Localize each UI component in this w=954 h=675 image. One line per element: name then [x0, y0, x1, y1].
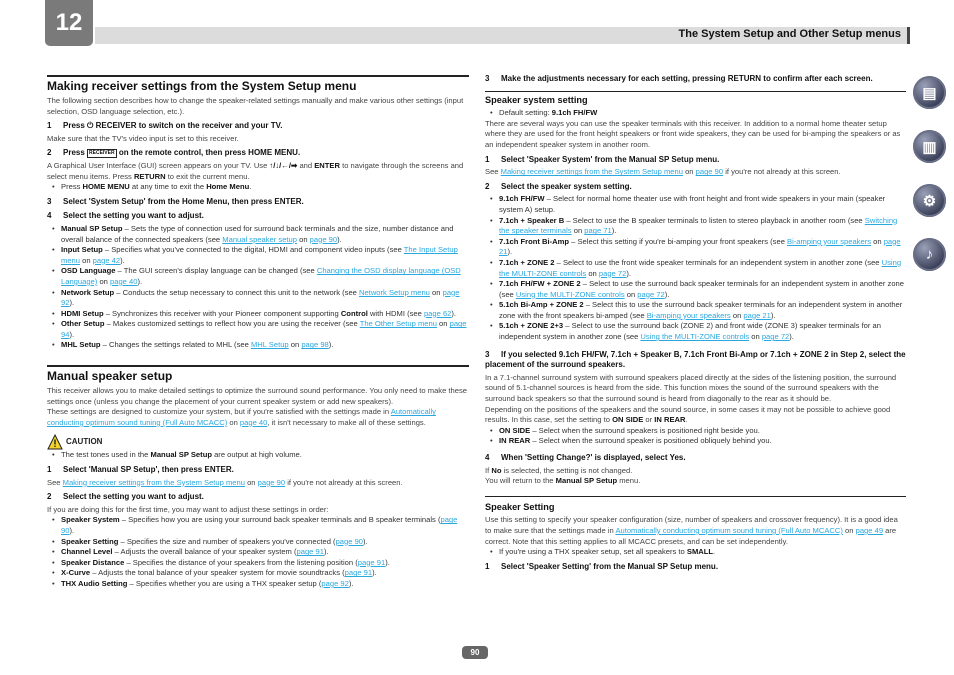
speaker-setting-step-1: 1 Select 'Speaker Setting' from the Manual SP Setup menu. — [485, 561, 719, 571]
list-item: • Manual SP Setup – Sets the type of connection used for surround back terminals and the size, number distance and overall balance of the connected speakers (see Manual speaker setup on page 90). — [47, 224, 469, 245]
power-icon: ⏻ — [87, 121, 94, 131]
speaker-step-1: 1 Select 'Speaker System' from the Manual SP Setup menu. — [485, 154, 720, 164]
section-rule — [47, 75, 469, 77]
step-4: 4 Select the setting you want to adjust. — [47, 211, 204, 221]
manual-step-2: 2 Select the setting you want to adjust. — [47, 492, 204, 502]
step-3-right: 3 Make the adjustments necessary for each setting, pressing RETURN to confirm after each screen. — [485, 74, 873, 83]
list-item: • 7.1ch + ZONE 2 – Select to use the front wide speaker terminals for an independent system in another zone (see Using the MULTI-ZONE controls on page 72). — [485, 258, 906, 279]
speaker-setting-title: Speaker Setting — [485, 501, 555, 512]
caution-heading: CAUTION — [47, 434, 469, 450]
manual-step-1: 1 Select 'Manual SP Setup', then press ENTER. — [47, 465, 234, 475]
header-bar — [95, 27, 910, 44]
list-item: • 7.1ch Front Bi-Amp – Select this setting if you're bi-amping your front speakers (see Bi-amping your speakers on page 21). — [485, 237, 906, 258]
list-item: • 7.1ch FH/FW + ZONE 2 – Select to use the surround back speaker terminals for an independent system in another zone (see Using the MULTI-ZONE controls on page 72). — [485, 279, 906, 300]
gear-icon[interactable]: ⚙ — [913, 184, 946, 217]
speaker-step-2: 2 Select the speaker system setting. — [485, 181, 632, 191]
remote-icon[interactable]: ▥ — [913, 130, 946, 163]
list-item: • MHL Setup – Changes the settings related to MHL (see MHL Setup on page 98). — [47, 340, 469, 351]
list-item: • HDMI Setup – Synchronizes this receiver with your Pioneer component supporting Control with HDMI (see page 62). — [47, 309, 469, 320]
list-item: • Input Setup – Specifies what you've connected to the digital, HDMI and component video inputs (see The Input Setup menu on page 42). — [47, 245, 469, 266]
speaker-step-4: 4 When 'Setting Change?' is displayed, select Yes. — [485, 453, 686, 462]
step-1: 1 Press ⏻ RECEIVER to switch on the receiver and your TV. — [47, 121, 283, 131]
section-title: Making receiver settings from the System Setup menu — [47, 79, 357, 93]
list-item: • 5.1ch Bi-Amp + ZONE 2 – Select this to use the surround back speaker terminals for an independent system in another zone with the front speakers bi-amped (see Bi-amping your speakers on page 21). — [485, 300, 906, 321]
right-column: 3 Make the adjustments necessary for each setting, pressing RETURN to confirm after each screen. Speaker system setting • Default setting: 9.1ch FH/FW There are several ways you can use the speaker terminals with this receiver. In addition to a normal home theater setup where they are used for the front height speakers or front wide speakers, they can be used for bi-amping the speakers or as an independent speaker system in another room. 1 Select 'Speaker System' from the Manual SP Setup menu. See Making receiver settings from the System Setup menu on page 90 if you're not already at this screen. 2 Select the speaker system setting. • 9.1ch FH/FW – Select for normal home theater use with front height and front wide speakers in your main (speaker system A) setup. • 7.1ch + Speaker B – Select to use the B speaker terminals to listen to stereo playback in another room (see Switching the speaker terminals on page 71). • 7.1ch Front Bi-Amp – Select this setting if you're bi-amping your front speakers (see Bi-amping your speakers on page 21). • 7.1ch + ZONE 2 – Select to use the front wide speaker terminals for an independent system in another zone (see Using the MULTI-ZONE controls on page 72). • 7.1ch FH/FW + ZONE 2 – Select to use the surround back speaker terminals for an independent system in another zone (see Using the MULTI-ZONE controls on page 72). • 5.1ch Bi-Amp + ZONE 2 – Select this to use the surround back speaker terminals for an independent system in another zone with the front speakers bi-amped (see Bi-amping your speakers on page 21). • 5.1ch + ZONE 2+3 – Select to use the surround back (ZONE 2) and front wide (ZONE 3) speaker terminals for an independent system in another zone (see Using the MULTI-ZONE controls on page 72). 3 If you selected 9.1ch FH/FW, 7.1ch + Speaker B, 7.1ch Front Bi-Amp or 7.1ch + ZONE 2 in Step 2, select the placement of the surround speakers. In a 7.1-channel surround system with surround speakers placed directly at the sides of the listening position, the surround sound of 5.1-channel sources is heard from the side. This function mixes the sound of the surround speakers with the surround back speakers so that the surround sound is heard from diagonally to the rear as it should be. Depending on the positions of the speakers and the sound source, in some cases it may not be possible to achieve good results. In this case, set the setting to ON SIDE or IN REAR. • ON SIDE – Select when the surround speakers is positioned right beside you. • IN REAR – Select when the surround speaker is positioned obliquely behind you. 4 When 'Setting Change?' is displayed, select Yes. If No is selected, the setting is not changed. You will return to the Manual SP Setup menu. Speaker Setting Use this setting to specify your speaker configuration (size, number of speakers and crossover frequency). It is a good idea to make sure that the settings made in Automatically conducting optimum sound tuning (Full Auto MCACC) on page 49 are correct. Note that this setting applies to all MCACC presets, and can be set independently. • If you're using a THX speaker setup, set all speakers to SMALL. 1 Select 'Speaker Setting' from the Manual SP Setup menu. — [485, 74, 906, 574]
speaker-step-3: 3 If you selected 9.1ch FH/FW, 7.1ch + Speaker B, 7.1ch Front Bi-Amp or 7.1ch + ZONE 2 in Step 2, select the placement of the surround speakers. — [485, 349, 906, 370]
warning-icon — [47, 434, 63, 450]
manual-speaker-title: Manual speaker setup — [47, 369, 173, 384]
receiver-button-icon: RECEIVER — [89, 150, 115, 157]
left-column: Making receiver settings from the System Setup menu The following section describes how to change the speaker-related settings manually and make various other settings (input selection, OSD language selection, etc.). 1 Press ⏻ RECEIVER to switch on the receiver and your TV. Make sure that the TV's video input is set to this receiver. 2 Press RECEIVER on the remote control, then press HOME MENU. A Graphical User Interface (GUI) screen appears on your TV. Use ↑/↓/←/➡ and ENTER to navigate through the screens and select menu items. Press RETURN to exit the current menu. • Press HOME MENU at any time to exit the Home Menu. 3 Select 'System Setup' from the Home Menu, then press ENTER. 4 Select the setting you want to adjust. • Manual SP Setup – Sets the type of connection used for surround back terminals and the size, number distance and overall balance of the connected speakers (see Manual speaker setup on page 90). • Input Setup – Specifies what you've connected to the digital, HDMI and component video inputs (see The Input Setup menu on page 42). • OSD Language – The GUI screen's display language can be changed (see Changing the OSD display language (OSD Language) on page 40). • Network Setup – Conducts the setup necessary to connect this unit to the network (see Network Setup menu on page 92). • HDMI Setup – Synchronizes this receiver with your Pioneer component supporting Control with HDMI (see page 62). • Other Setup – Makes customized settings to reflect how you are using the receiver (see The Other Setup menu on page 94). • MHL Setup – Changes the settings related to MHL (see MHL Setup on page 98). Manual speaker setup This receiver allows you to make detailed settings to optimize the surround sound performance. You only need to make these settings once (unless you change the placement of your current speaker system or add new speakers). These settings are designed to customize your system, but if you're satisfied with the settings made in Automatically conducting optimum sound tuning (Full Auto MCACC) on page 40, it isn't necessary to make all of these settings. CAUTION • The test tones used in the Manual SP Setup are output at high volume. 1 Select 'Manual SP Setup', then press ENTER. See Making receiver settings from the System Setup menu on page 90 if you're not already at this screen. 2 Select the setting you want to adjust. If you are doing this for the first time, you may want to adjust these settings in order: • Speaker System – Specifies how you are using your surround back speaker terminals and B speaker terminals (page 90). • Speaker Setting – Specifies the size and number of speakers you've connected (page 90). • Channel Level – Adjusts the overall balance of your speaker system (page 91). • Speaker Distance – Specifies the distance of your speakers from the listening position (page 91). • X-Curve – Adjusts the tonal balance of your speaker system for movie soundtracks (page 91). • THX Audio Setting – Specifies whether you are using a THX speaker setup (page 92). — [47, 75, 469, 590]
list-item: • Channel Level – Adjusts the overall balance of your speaker system (page 91). — [47, 547, 469, 558]
list-item: • 7.1ch + Speaker B – Select to use the B speaker terminals to listen to stereo playback in another room (see Switching the speaker terminals on page 71). — [485, 216, 906, 237]
step-3: 3 Select 'System Setup' from the Home Menu, then press ENTER. — [47, 196, 304, 206]
list-item: • Speaker System – Specifies how you are using your surround back speaker terminals and B speaker terminals (page 90). — [47, 515, 469, 536]
header-title: The System Setup and Other Setup menus — [678, 28, 901, 40]
speaker-icon[interactable]: ♪ — [913, 238, 946, 271]
list-item: • THX Audio Setting – Specifies whether you are using a THX speaker setup (page 92). — [47, 579, 469, 590]
list-item: • 9.1ch FH/FW – Select for normal home theater use with front height and front wide speakers in your main (speaker system A) setup. — [485, 194, 906, 215]
list-item: • Network Setup – Conducts the setup necessary to connect this unit to the network (see Network Setup menu on page 92). — [47, 288, 469, 309]
list-item: • OSD Language – The GUI screen's display language can be changed (see Changing the OSD display language (OSD Language) on page 40). — [47, 266, 469, 287]
list-item: • X-Curve – Adjusts the tonal balance of your speaker system for movie soundtracks (page 91). — [47, 568, 469, 579]
intro-text: The following section describes how to change the speaker-related settings manually and make various other settings (input selection, OSD language selection, etc.). — [47, 96, 464, 116]
speaker-system-title: Speaker system setting — [485, 94, 588, 105]
list-item: • Speaker Distance – Specifies the distance of your speakers from the listening position (page 91). — [47, 558, 469, 569]
chapter-number: 12 — [45, 0, 93, 46]
book-icon[interactable]: ▤ — [913, 76, 946, 109]
page-number: 90 — [462, 646, 488, 659]
list-item: • Other Setup – Makes customized settings to reflect how you are using the receiver (see The Other Setup menu on page 94). — [47, 319, 469, 340]
list-item: • 5.1ch + ZONE 2+3 – Select to use the surround back (ZONE 2) and front wide (ZONE 3) speaker terminals for an independent system in another zone (see Using the MULTI-ZONE controls on page 72). — [485, 321, 906, 342]
list-item: • Speaker Setting – Specifies the size and number of speakers you've connected (page 90). — [47, 537, 469, 548]
step-2: 2 Press RECEIVER on the remote control, then press HOME MENU. — [47, 148, 301, 158]
